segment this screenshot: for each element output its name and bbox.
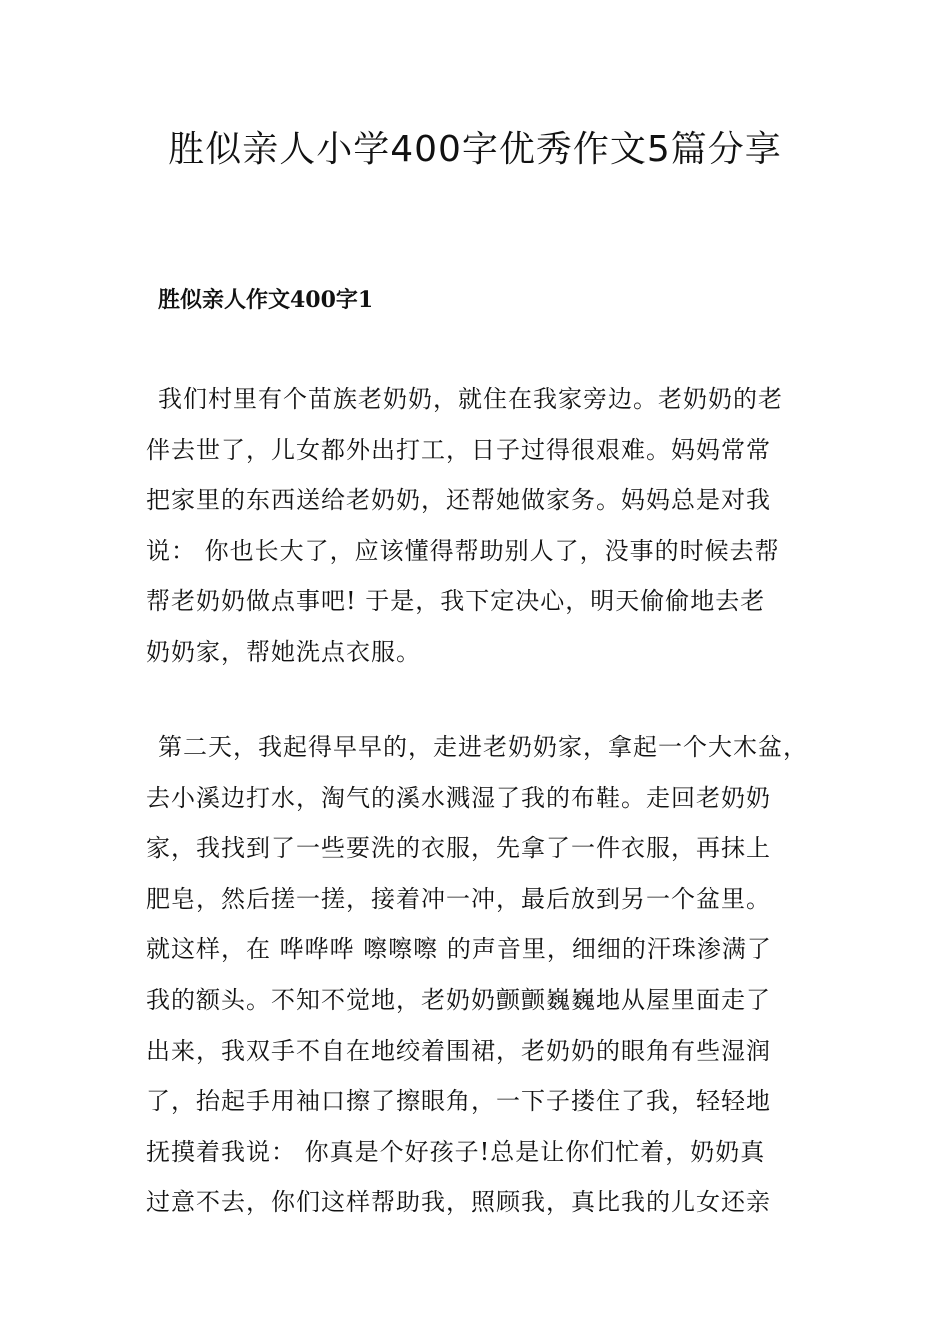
paragraph-line: 说： 你也长大了，应该懂得帮助别人了，没事的时候去帮 xyxy=(146,536,780,565)
section-heading: 胜似亲人作文400字1 xyxy=(158,287,374,313)
paragraph-line: 我的额头。不知不觉地，老奶奶颤颤巍巍地从屋里面走了 xyxy=(146,985,771,1014)
paragraph-line: 奶奶家，帮她洗点衣服。 xyxy=(146,637,421,666)
paragraph-1 xyxy=(146,374,846,678)
paragraph-line: 去小溪边打水，淘气的溪水溅湿了我的布鞋。走回老奶奶 xyxy=(146,783,771,812)
document-title: 胜似亲人小学400字优秀作文5篇分享 xyxy=(168,129,782,170)
paragraph-line: 了，抬起手用袖口擦了擦眼角，一下子搂住了我，轻轻地 xyxy=(146,1087,771,1116)
paragraph-2 xyxy=(146,722,846,1228)
paragraph-line: 第二天，我起得早早的，走进老奶奶家，拿起一个大木盆， xyxy=(158,733,808,761)
paragraph-line: 家，我找到了一些要洗的衣服，先拿了一件衣服，再抹上 xyxy=(146,834,771,863)
paragraph-line: 伴去世了，儿女都外出打工，日子过得很艰难。妈妈常常 xyxy=(146,435,771,464)
paragraph-line: 抚摸着我说： 你真是个好孩子!总是让你们忙着，奶奶真 xyxy=(146,1137,766,1166)
paragraph-line: 出来，我双手不自在地绞着围裙，老奶奶的眼角有些湿润 xyxy=(146,1036,771,1065)
paragraph-line: 肥皂，然后搓一搓，接着冲一冲，最后放到另一个盆里。 xyxy=(146,884,771,913)
paragraph-line: 我们村里有个苗族老奶奶，就住在我家旁边。老奶奶的老 xyxy=(158,385,783,413)
paragraph-line: 帮老奶奶做点事吧! 于是，我下定决心，明天偷偷地去老 xyxy=(146,587,766,616)
paragraph-line: 就这样，在 哗哗哗 嚓嚓嚓 的声音里，细细的汗珠渗满了 xyxy=(146,935,772,964)
paragraph-line: 把家里的东西送给老奶奶，还帮她做家务。妈妈总是对我 xyxy=(146,486,771,515)
paragraph-line: 过意不去，你们这样帮助我，照顾我，真比我的儿女还亲 xyxy=(146,1188,771,1217)
